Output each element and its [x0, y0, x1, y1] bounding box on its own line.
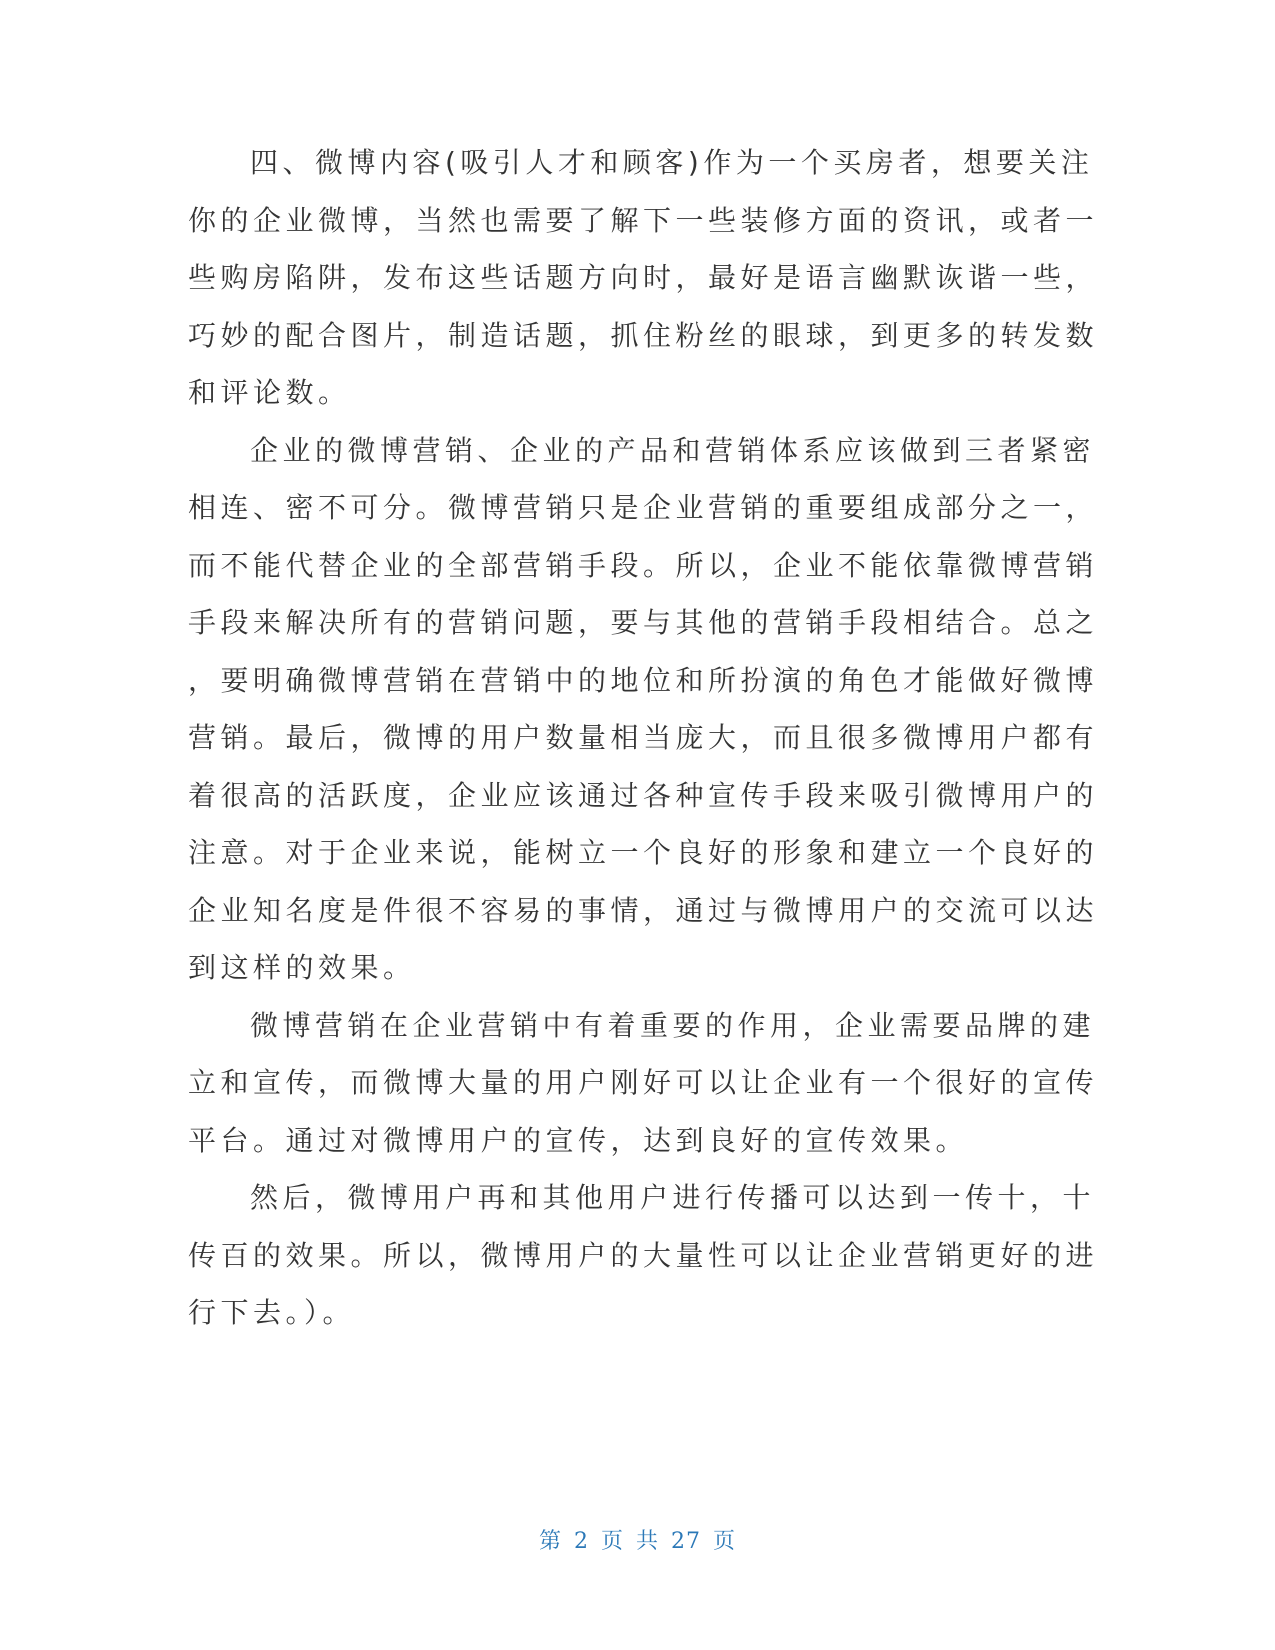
paragraph-2-line-1: 企业的微博营销、企业的产品和营销体系应该做到三者紧密 — [250, 434, 1096, 467]
paragraph-2-line-10: 到这样的效果。 — [188, 951, 416, 984]
paragraph-1-line-5: 和评论数。 — [188, 376, 351, 409]
footer-prefix: 第 — [538, 1529, 562, 1554]
paragraph-1-line-3: 些购房陷阱，发布这些话题方向时，最好是语言幽默诙谐一些， — [188, 261, 1099, 294]
paragraph-2-line-6: 营销。最后，微博的用户数量相当庞大，而且很多微博用户都有 — [188, 721, 1099, 754]
paragraph-4-line-1: 然后，微博用户再和其他用户进行传播可以达到一传十，十 — [250, 1181, 1096, 1214]
paragraph-4-line-3: 行下去。）。 — [188, 1296, 356, 1329]
paragraph-2-line-3: 而不能代替企业的全部营销手段。所以，企业不能依靠微博营销 — [188, 549, 1099, 582]
paragraph-1-line-1: 四、微博内容(吸引人才和顾客)作为一个买房者，想要关注 — [250, 146, 1094, 179]
footer-suffix: 页 — [713, 1529, 737, 1554]
paragraph-2-line-9: 企业知名度是件很不容易的事情，通过与微博用户的交流可以达 — [188, 894, 1099, 927]
paragraph-2-line-4: 手段来解决所有的营销问题，要与其他的营销手段相结合。总之 — [188, 606, 1099, 639]
paragraph-2-line-8: 注意。对于企业来说，能树立一个良好的形象和建立一个良好的 — [188, 836, 1099, 869]
paragraph-1-line-4: 巧妙的配合图片，制造话题，抓住粉丝的眼球，到更多的转发数 — [188, 319, 1099, 352]
paragraph-3-line-2: 立和宣传，而微博大量的用户刚好可以让企业有一个很好的宣传 — [188, 1066, 1099, 1099]
paragraph-3-line-1: 微博营销在企业营销中有着重要的作用，企业需要品牌的建 — [250, 1009, 1096, 1042]
paragraph-2-line-5: ，要明确微博营销在营销中的地位和所扮演的角色才能做好微博 — [188, 664, 1099, 697]
footer-current-page: 2 — [573, 1529, 589, 1554]
page-footer — [0, 1524, 1275, 1560]
paragraph-4-line-2: 传百的效果。所以，微博用户的大量性可以让企业营销更好的进 — [188, 1239, 1099, 1272]
paragraph-2-line-2: 相连、密不可分。微博营销只是企业营销的重要组成部分之一， — [188, 491, 1099, 524]
paragraph-2-line-7: 着很高的活跃度，企业应该通过各种宣传手段来吸引微博用户的 — [188, 779, 1099, 812]
footer-total-pages: 27 — [671, 1529, 702, 1554]
footer-mid: 页 — [600, 1529, 624, 1554]
paragraph-1-line-2: 你的企业微博，当然也需要了解下一些装修方面的资讯，或者一 — [188, 204, 1099, 237]
paragraph-3-line-3: 平台。通过对微博用户的宣传，达到良好的宣传效果。 — [188, 1124, 969, 1157]
footer-mid2: 共 — [636, 1529, 660, 1554]
